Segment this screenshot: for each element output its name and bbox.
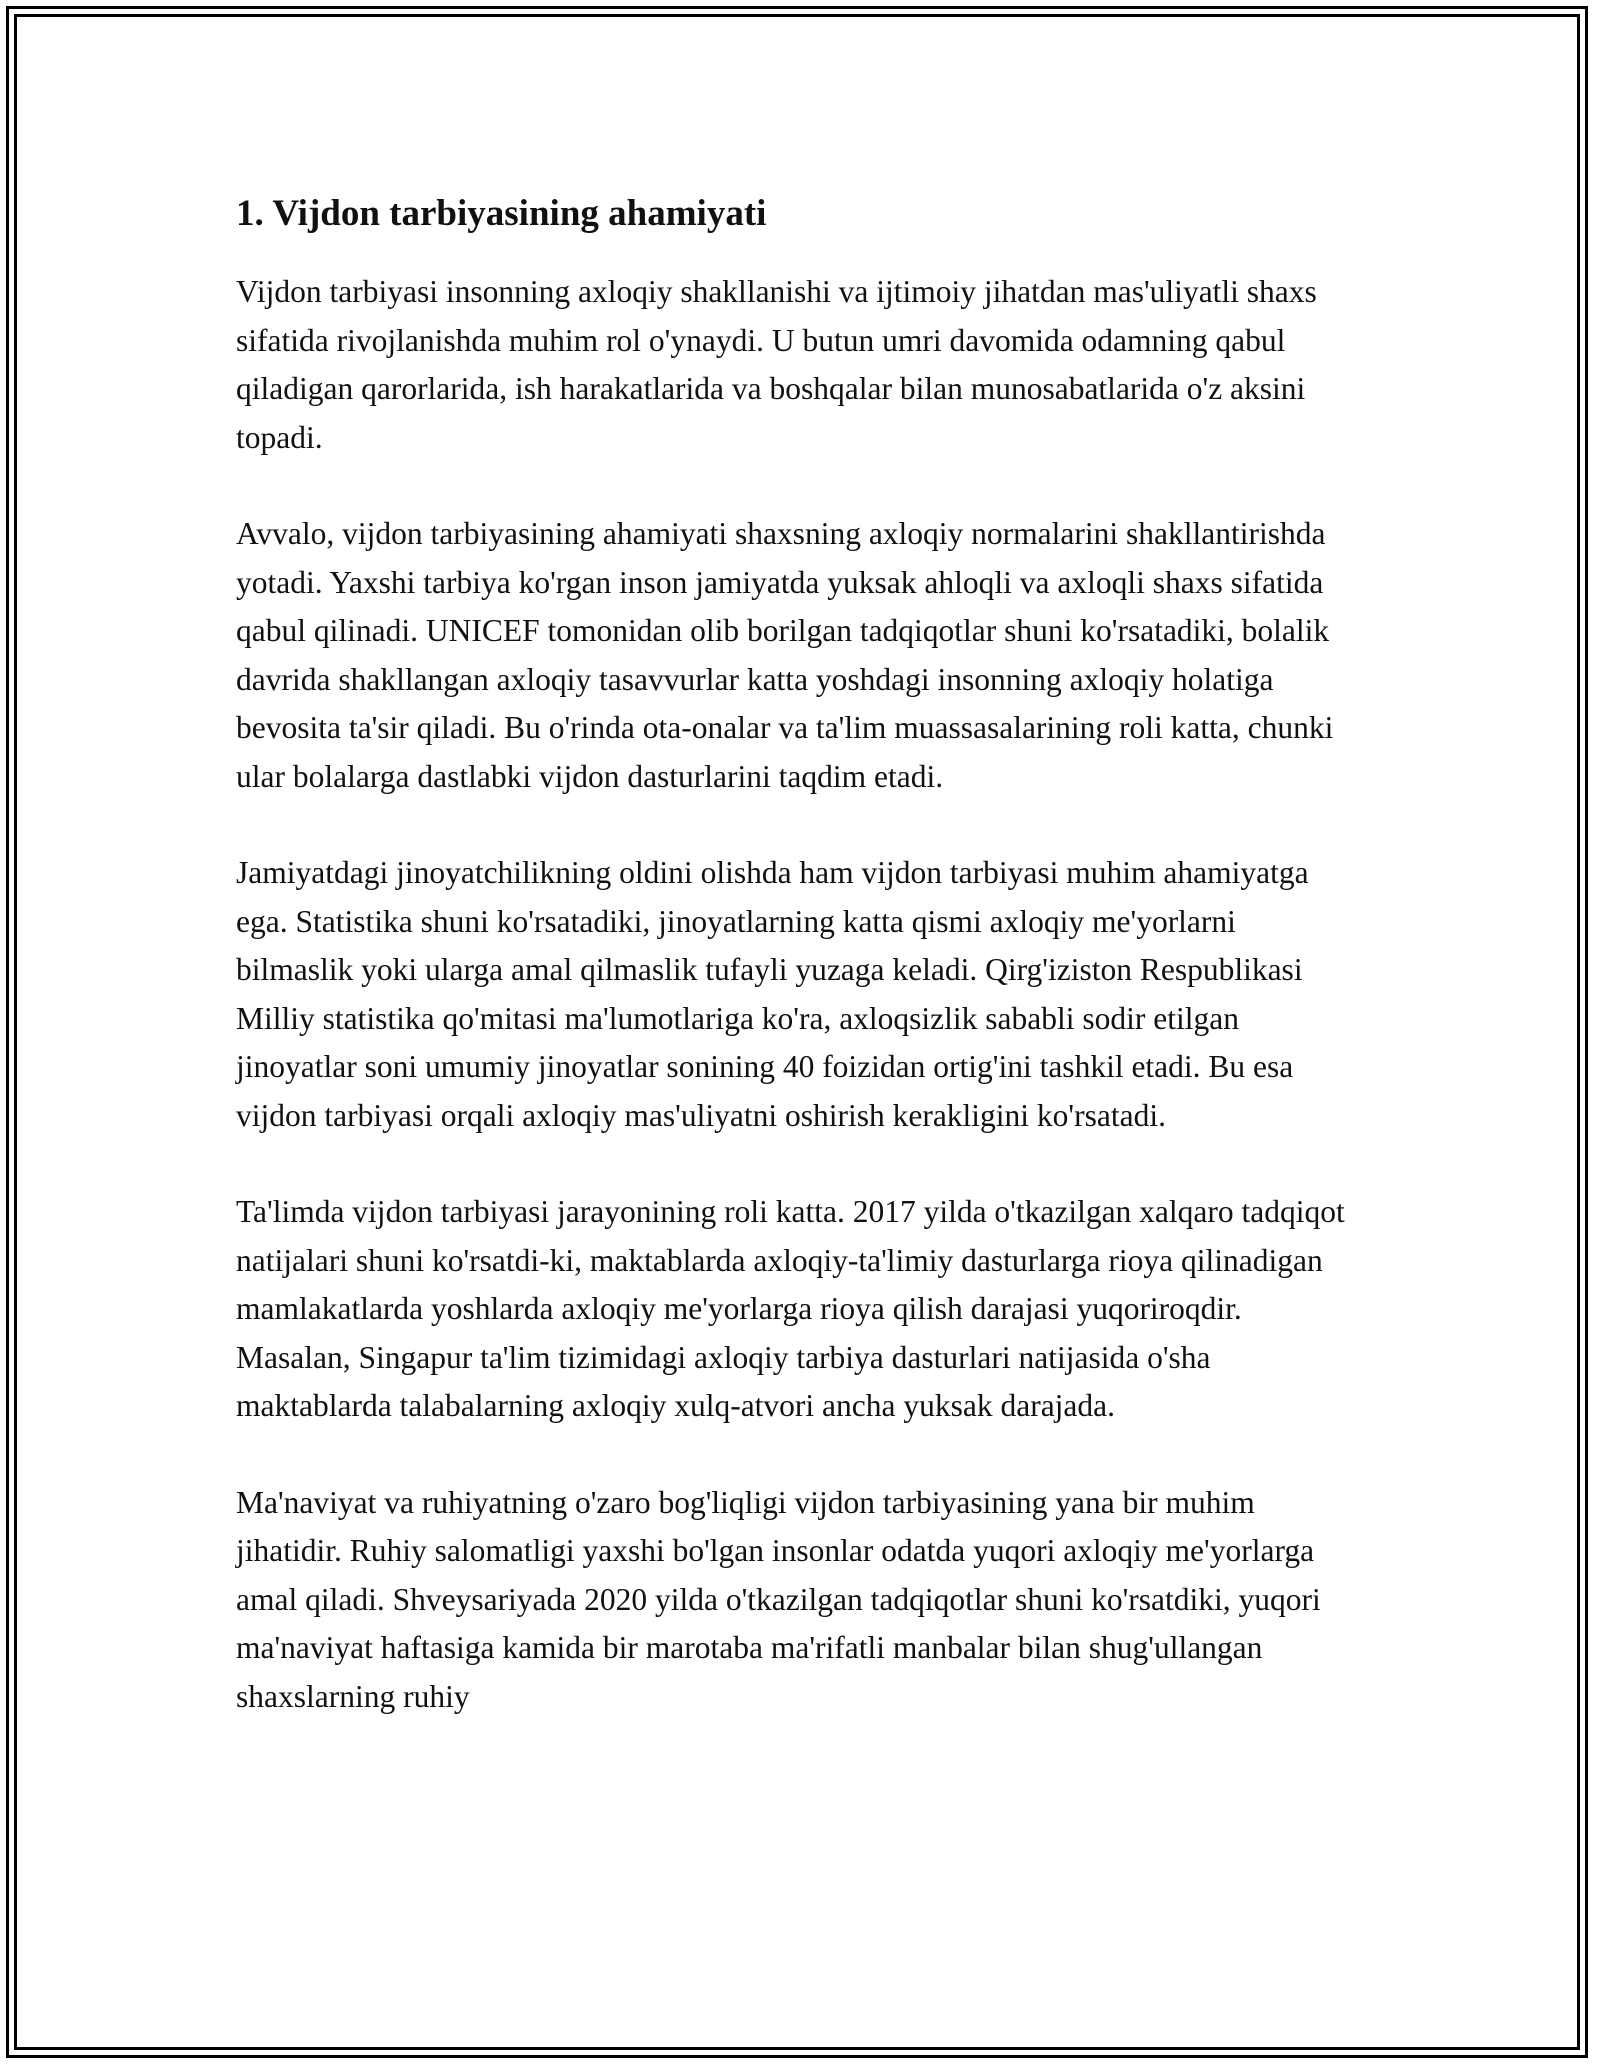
document-body — [236, 186, 1356, 1769]
paragraph-2: Avvalo, vijdon tarbiyasining ahamiyati shaxsning axloqiy normalarini shakllantirishda yotadi. Yaxshi tarbiya ko'rgan inson jamiyatda yuksak ahloqli va axloqli shaxs sifatida qabul qilinadi. UNICEF tomonidan olib borilgan tadqiqotlar shuni ko'rsatadiki, bolalik davrida shakllangan axloqiy tasavvurlar katta yoshdagi insonning axloqiy holatiga bevosita ta'sir qiladi. Bu o'rinda ota-onalar va ta'lim muassasalarining roli katta, chunki ular bolalarga dastlabki vijdon dasturlarini taqdim etadi. — [236, 516, 1334, 794]
paragraph-4: Ta'limda vijdon tarbiyasi jarayonining roli katta. 2017 yilda o'tkazilgan xalqaro tadqiqot natijalari shuni ko'rsatdi-ki, maktablarda axloqiy-ta'limiy dasturlarga rioya qilinadigan mamlakatlarda yoshlarda axloqiy me'yorlarga rioya qilish darajasi yuqoriroqdir. Masalan, Singapur ta'lim tizimidagi axloqiy tarbiya dasturlari natijasida o'sha maktablarda talabalarning axloqiy xulq-atvori ancha yuksak darajada. — [236, 1194, 1345, 1423]
paragraph-1: Vijdon tarbiyasi insonning axloqiy shakllanishi va ijtimoiy jihatdan mas'uliyatli shaxs sifatida rivojlanishda muhim rol o'ynaydi. U butun umri davomida odamning qabul qiladigan qarorlarida, ish harakatlarida va boshqalar bilan munosabatlarida o'z aksini topadi. — [236, 274, 1317, 455]
paragraph-5: Ma'naviyat va ruhiyatning o'zaro bog'liqligi vijdon tarbiyasining yana bir muhim jihatidir. Ruhiy salomatligi yaxshi bo'lgan insonlar odatda yuqori axloqiy me'yorlarga amal qiladi. Shveysariyada 2020 yilda o'tkazilgan tadqiqotlar shuni ko'rsatdiki, yuqori ma'naviyat haftasiga kamida bir marotaba ma'rifatli manbalar bilan shug'ullangan shaxslarning ruhiy — [236, 1484, 1321, 1714]
section-heading: 1. Vijdon tarbiyasining ahamiyati — [236, 193, 767, 234]
paragraph-3: Jamiyatdagi jinoyatchilikning oldini olishda ham vijdon tarbiyasi muhim ahamiyatga ega. Statistika shuni ko'rsatadiki, jinoyatlarning katta qismi axloqiy me'yorlarni bilmaslik yoki ularga amal qilmaslik tufayli yuzaga keladi. Qirg'iziston Respublikasi Milliy statistika qo'mitasi ma'lumotlariga ko'ra, axloqsizlik sababli sodir etilgan jinoyatlar soni umumiy jinoyatlar sonining 40 foizidan ortig'ini tashkil etadi. Bu esa vijdon tarbiyasi orqali axloqiy mas'uliyatni oshirish kerakligini ko'rsatadi. — [236, 855, 1309, 1133]
